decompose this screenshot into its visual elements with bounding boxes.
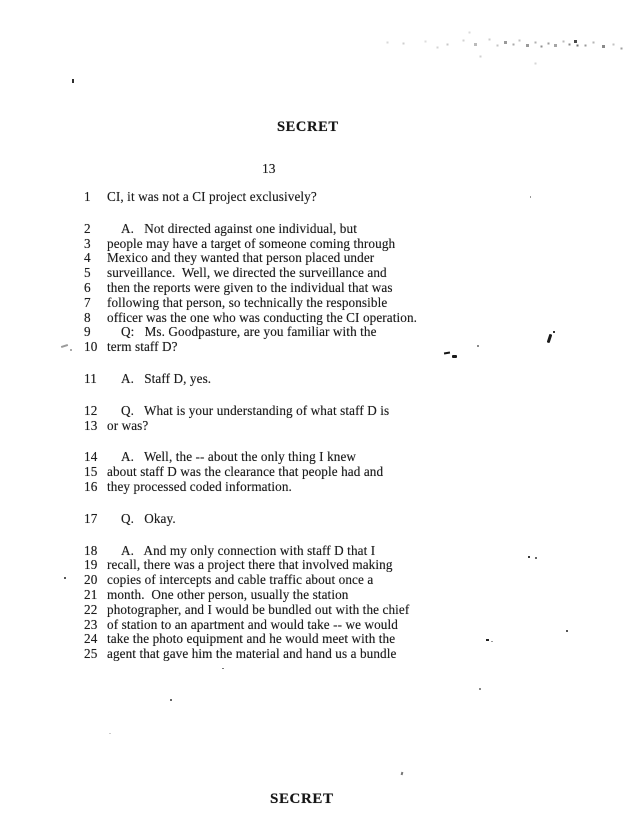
scan-artifact [479,688,481,690]
transcript-line [84,296,564,311]
line-number: 24 [84,631,98,647]
transcript-line [84,544,564,559]
line-number: 2 [84,220,91,236]
line-number: 18 [84,542,98,558]
line-text: copies of intercepts and cable traffic about once a [107,572,374,588]
transcript-line [84,618,564,633]
transcript-line [84,311,564,326]
scan-artifact [64,577,66,579]
transcript-line [84,281,564,296]
line-text: or was? [107,417,149,433]
line-text: Mexico and they wanted that person placed under [107,250,375,266]
page-number: 13 [262,161,276,176]
line-text: of station to an apartment and would take -- we would [107,616,398,632]
line-number: 1 [84,189,91,204]
scan-artifact [70,349,72,351]
line-number: 15 [84,464,98,480]
line-number: 25 [84,646,98,662]
line-number: 6 [84,279,91,295]
transcript-line [84,419,564,434]
line-text: A. Well, the -- about the only thing I knew [121,449,357,465]
line-text: recall, there was a project there that involved making [107,557,393,573]
transcript-line [84,512,564,527]
classification-header: SECRET [277,119,339,135]
transcript-line [84,573,564,588]
line-number: 10 [84,339,98,355]
transcript-line [84,450,564,465]
transcript-line [84,251,564,266]
line-number: 3 [84,235,91,251]
line-text: Q. Okay. [121,510,176,526]
transcript-line [84,465,564,480]
line-number: 4 [84,250,91,266]
line-number: 11 [84,370,97,386]
line-number: 17 [84,510,98,526]
classification-footer: SECRET [270,791,334,807]
transcript-line [84,632,564,647]
line-number: 16 [84,478,98,494]
line-number: 12 [84,402,98,418]
scan-artifact [401,772,404,775]
transcript-line [84,325,564,340]
scan-artifact [109,733,111,734]
transcript-line [84,558,564,573]
line-text: people may have a target of someone coming through [107,235,396,251]
transcript-line [84,372,564,387]
line-text: month. One other person, usually the station [107,586,349,602]
line-text: A. Staff D, yes. [121,370,212,386]
line-text: about staff D was the clearance that people had and [107,464,384,480]
scan-artifact [566,630,568,632]
line-text: Q: Ms. Goodpasture, are you familiar with the [121,324,377,340]
line-number: 14 [84,449,98,465]
line-text: A. And my only connection with staff D that I [121,542,376,558]
line-text: surveillance. Well, we directed the surveillance and [107,265,387,281]
line-text: take the photo equipment and he would meet with the [107,631,396,647]
transcript-line [84,480,564,495]
scan-artifact [170,699,172,701]
scan-artifact [222,668,224,669]
line-text: following that person, so technically the responsible [107,294,388,310]
transcript-body [84,190,564,662]
transcript-line [84,404,564,419]
line-text: Q. What is your understanding of what staff D is [121,402,390,418]
transcript-line [84,237,564,252]
line-text: officer was the one who was conducting the CI operation. [107,309,418,325]
line-text: A. Not directed against one individual, but [121,220,357,236]
transcript-line [84,222,564,237]
scan-artifact [61,344,68,348]
line-number: 9 [84,324,91,340]
line-text: agent that gave him the material and hand us a bundle [107,646,397,662]
line-number: 19 [84,557,98,573]
line-text: then the reports were given to the individual that was [107,279,393,295]
transcript-line [84,190,564,205]
line-number: 22 [84,601,98,617]
transcript-line [84,647,564,662]
line-number: 8 [84,309,91,325]
line-number: 21 [84,586,98,602]
line-number: 20 [84,572,98,588]
line-number: 5 [84,265,91,281]
scan-artifact [72,79,74,83]
transcript-line [84,603,564,618]
line-number: 7 [84,294,91,310]
line-number: 23 [84,616,98,632]
transcript-line [84,340,564,355]
line-text: term staff D? [107,339,178,355]
transcript-line [84,266,564,281]
line-text: photographer, and I would be bundled out with the chief [107,601,410,617]
line-text: CI, it was not a CI project exclusively? [107,189,317,204]
line-number: 13 [84,417,98,433]
transcript-line [84,588,564,603]
scan-noise-band [385,36,386,37]
line-text: they processed coded information. [107,478,292,494]
